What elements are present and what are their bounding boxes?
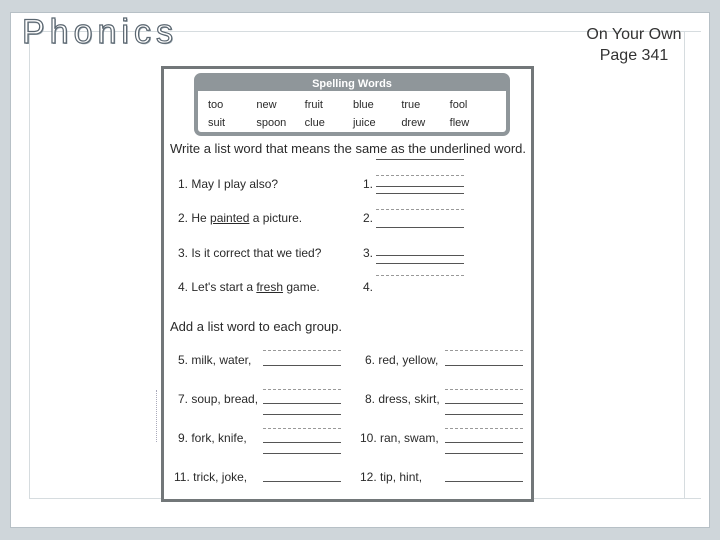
guide-line: [445, 350, 523, 351]
group-10: 10. ran, swam,: [360, 431, 439, 445]
group-12: 12. tip, hint,: [360, 470, 423, 484]
word: fruit: [304, 99, 323, 111]
group-7: 7. soup, bread,: [178, 392, 259, 406]
answer-line: [445, 414, 523, 415]
question-2: [178, 211, 302, 225]
answer-line: [376, 227, 464, 228]
page-reference-line2: Page 341: [599, 47, 669, 64]
group-6: 6. red, yellow,: [365, 353, 439, 367]
answer-line: [376, 255, 464, 256]
answer-line: [376, 193, 464, 194]
instruction-groups: Add a list word to each group.: [170, 319, 342, 334]
page-reference-line1: On Your Own: [586, 26, 682, 43]
spelling-words-header: Spelling Words: [198, 77, 506, 91]
group-8: 8. dress, skirt,: [365, 392, 440, 406]
worksheet-image: [161, 66, 534, 502]
frame-rule: [29, 31, 30, 499]
answer-line: [376, 263, 464, 264]
answer-line: [376, 186, 464, 187]
word: flew: [449, 117, 470, 129]
word-row: [208, 117, 498, 131]
answer-line: [445, 365, 523, 366]
page-reference: [574, 24, 694, 66]
group-11: 11. trick, joke,: [174, 470, 248, 484]
word: blue: [352, 99, 374, 111]
guide-line: [263, 350, 341, 351]
margin-mark: [156, 390, 160, 442]
word-row: [208, 99, 498, 113]
frame-rule: [684, 31, 685, 499]
question-text: 2. He: [178, 211, 211, 225]
word: juice: [352, 117, 376, 129]
question-text: also?: [249, 177, 279, 191]
answer-line: [263, 414, 341, 415]
word: drew: [401, 117, 426, 129]
question-text: 1. May I play: [178, 177, 250, 191]
answer-number-1: 1.: [363, 177, 374, 191]
question-text: game.: [283, 280, 320, 294]
guide-line: [263, 428, 341, 429]
question-1: [178, 177, 278, 191]
word: clue: [304, 117, 325, 129]
guide-line: [376, 275, 464, 276]
question-4: [178, 280, 320, 294]
answer-line: [445, 403, 523, 404]
answer-number-2: 2.: [363, 211, 374, 225]
word: fool: [449, 99, 468, 111]
group-5: 5. milk, water,: [178, 353, 252, 367]
question-text: a picture.: [249, 211, 303, 225]
answer-line: [445, 442, 523, 443]
question-text: 4. Let's start a: [178, 280, 257, 294]
word: spoon: [256, 117, 287, 129]
spelling-words-box: [194, 73, 510, 136]
instruction-synonyms: Write a list word that means the same as the underlined word.: [170, 141, 526, 156]
answer-line: [263, 442, 341, 443]
answer-line: [376, 159, 464, 160]
guide-line: [376, 209, 464, 210]
answer-line: [263, 453, 341, 454]
word: true: [401, 99, 421, 111]
guide-line: [445, 428, 523, 429]
group-9: 9. fork, knife,: [178, 431, 247, 445]
word: too: [208, 99, 224, 111]
guide-line: [376, 175, 464, 176]
answer-line: [263, 481, 341, 482]
word: suit: [208, 117, 226, 129]
answer-line: [445, 481, 523, 482]
guide-line: [445, 389, 523, 390]
question-3: 3. Is it correct that we tied?: [178, 246, 322, 260]
answer-number-4: 4.: [363, 280, 374, 294]
word: new: [256, 99, 277, 111]
answer-line: [445, 453, 523, 454]
answer-line: [263, 403, 341, 404]
guide-line: [263, 389, 341, 390]
underlined-word: fresh: [256, 280, 284, 294]
underlined-word: painted: [210, 211, 250, 225]
answer-number-3: 3.: [363, 246, 374, 260]
answer-line: [263, 365, 341, 366]
slide-title: Phonics: [22, 13, 178, 51]
